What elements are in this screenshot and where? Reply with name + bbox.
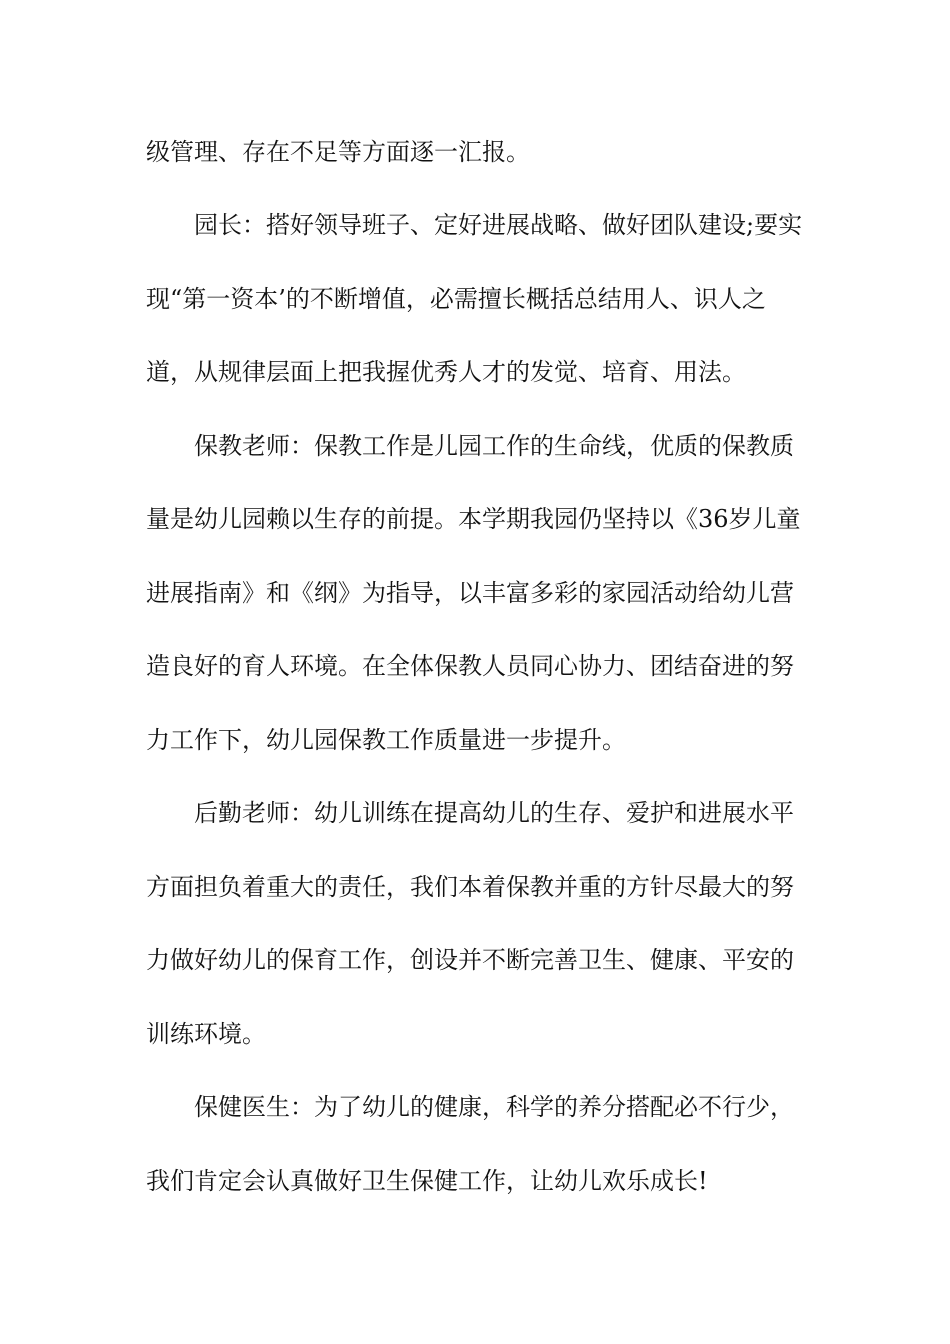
paragraph-doctor-start: 保健医生：为了幼儿的健康，科学的养分搭配必不行少， (194, 1093, 794, 1121)
text-line: 力工作下，幼儿园保教工作质量进一步提升。 (146, 726, 626, 754)
text-line: 级管理、存在不足等方面逐一汇报。 (146, 138, 530, 166)
text-line: 现“第一资本’的不断增值，必需擅长概括总结用人、识人之 (146, 285, 766, 313)
text-line: 训练环境。 (146, 1020, 266, 1048)
text-line: 力做好幼儿的保育工作，创设并不断完善卫生、健康、平安的 (146, 946, 794, 974)
text-line: 量是幼儿园赖以生存的前提。本学期我园仍坚持以《36岁儿童 (146, 505, 801, 533)
text-line: 我们肯定会认真做好卫生保健工作，让幼儿欢乐成长! (146, 1167, 708, 1195)
text-line: 造良好的育人环境。在全体保教人员同心协力、团结奋进的努 (146, 652, 794, 680)
paragraph-teachers-start: 保教老师：保教工作是儿园工作的生命线，优质的保教质 (194, 432, 794, 460)
paragraph-principal-start: 园长：搭好领导班子、定好进展战略、做好团队建设;要实 (194, 211, 803, 239)
text-line: 进展指南》和《纲》为指导，以丰富多彩的家园活动给幼儿营 (146, 579, 794, 607)
text-line: 方面担负着重大的责任，我们本着保教并重的方针尽最大的努 (146, 873, 794, 901)
paragraph-logistics-start: 后勤老师：幼儿训练在提高幼儿的生存、爱护和进展水平 (194, 799, 794, 827)
text-line: 道，从规律层面上把我握优秀人才的发觉、培育、用法。 (146, 358, 746, 386)
